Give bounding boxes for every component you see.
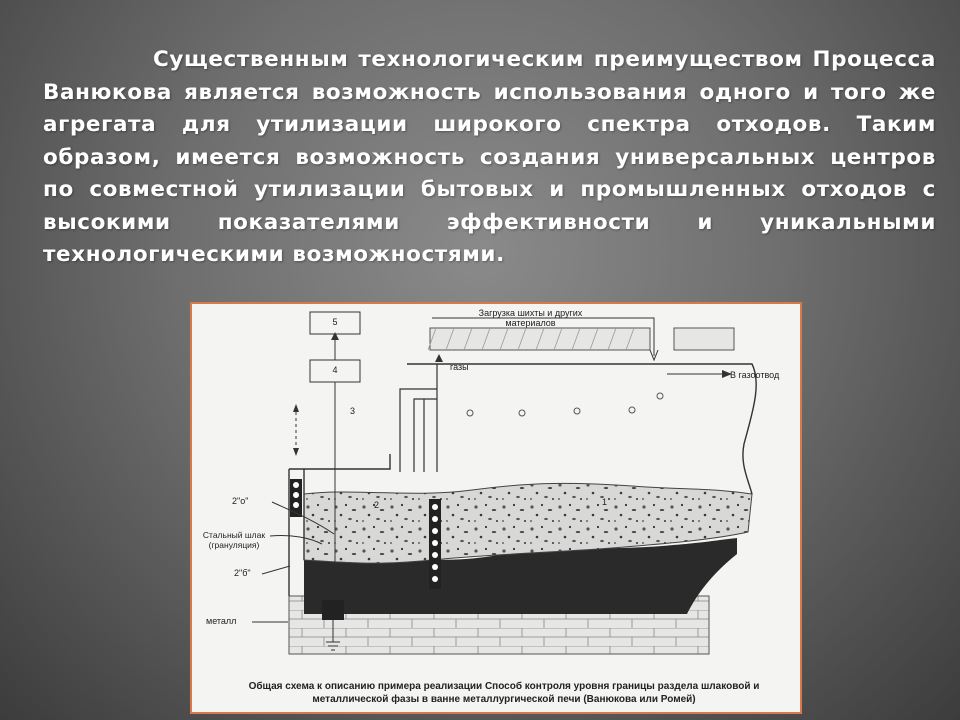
metal-label: металл (206, 616, 237, 626)
paragraph-text: Существенным технологическим преимуществом Процесса Ванюкова является возможность использования одного и того же агрегата для утилизации широкого спектра отходов. Таким образом, имеется возможность создания универсальных центров по совместной утилизации бытовых и промышленных отходов с высокими показателями эффективности и уникальными технологическими возможностями. (43, 47, 936, 267)
slide-paragraph (43, 44, 936, 272)
box-5-label: 5 (332, 317, 338, 327)
steel-slag-label: Стальный шлак (грануляция) (202, 530, 266, 550)
figure-caption: Общая схема к описанию примера реализации Способ контроля уровня границы раздела шлаковой и металлической фазы в ванне металлургической печи (Ванюкова или Ромей) (248, 681, 760, 705)
loading-label: Загрузка шихты и других материалов (478, 308, 583, 328)
label-3: 3 (350, 406, 356, 416)
label-2b: 2"б" (234, 568, 251, 578)
label-2o: 2"о" (232, 496, 249, 506)
furnace-diagram (190, 302, 802, 714)
to-gas-duct-label: В газоотвод (730, 370, 780, 380)
label-1: 1 (602, 497, 608, 507)
gases-label: газы (450, 362, 469, 372)
furnace-schematic (192, 304, 800, 712)
label-2: 2 (374, 500, 380, 510)
box-4-label: 4 (332, 365, 338, 375)
